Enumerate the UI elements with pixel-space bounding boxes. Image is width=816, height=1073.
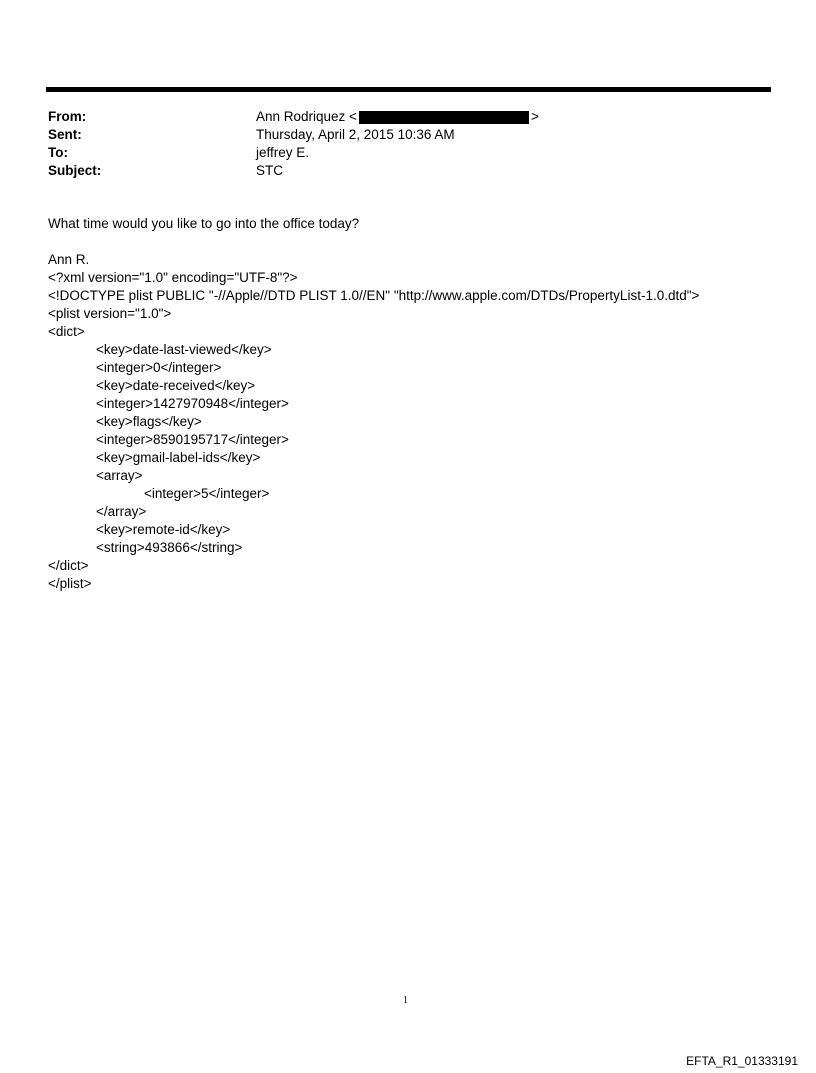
xml-line: <array> bbox=[96, 468, 143, 483]
xml-line: <key>remote-id</key> bbox=[96, 522, 231, 537]
xml-line: <integer>5</integer> bbox=[144, 486, 270, 501]
sent-value: Thursday, April 2, 2015 10:36 AM bbox=[256, 127, 455, 142]
xml-line: <key>flags</key> bbox=[96, 414, 202, 429]
spacer bbox=[48, 233, 699, 251]
xml-line: <!DOCTYPE plist PUBLIC "-//Apple//DTD PLIST 1.0//EN" "http://www.apple.com/DTDs/PropertyList-1.0.dtd"> bbox=[48, 288, 700, 303]
email-header bbox=[48, 108, 539, 180]
page-number: 1 bbox=[403, 995, 408, 1006]
email-body bbox=[48, 215, 699, 593]
bates-number: EFTA_R1_01333191 bbox=[686, 1054, 798, 1068]
to-row bbox=[48, 144, 539, 162]
from-name: Ann Rodriquez < bbox=[256, 109, 357, 124]
xml-line: <string>493866</string> bbox=[96, 540, 243, 555]
from-label: From: bbox=[48, 109, 87, 124]
signature: Ann R. bbox=[48, 252, 90, 267]
xml-line: </dict> bbox=[48, 558, 89, 573]
redaction-box bbox=[359, 111, 529, 124]
to-value: jeffrey E. bbox=[256, 145, 310, 160]
xml-line: <dict> bbox=[48, 324, 85, 339]
from-row bbox=[48, 108, 539, 126]
sent-label: Sent: bbox=[48, 127, 82, 142]
header-rule bbox=[46, 87, 771, 92]
xml-line: <integer>1427970948</integer> bbox=[96, 396, 289, 411]
to-label: To: bbox=[48, 145, 68, 160]
subject-value: STC bbox=[256, 163, 283, 178]
xml-line: <key>date-last-viewed</key> bbox=[96, 342, 272, 357]
xml-line: <plist version="1.0"> bbox=[48, 306, 172, 321]
from-value bbox=[256, 108, 539, 126]
from-close: > bbox=[530, 109, 539, 124]
xml-line: <integer>8590195717</integer> bbox=[96, 432, 289, 447]
xml-line: <key>date-received</key> bbox=[96, 378, 256, 393]
sent-row bbox=[48, 126, 539, 144]
subject-row bbox=[48, 162, 539, 180]
subject-label: Subject: bbox=[48, 163, 102, 178]
xml-line: <key>gmail-label-ids</key> bbox=[96, 450, 261, 465]
xml-line: <?xml version="1.0" encoding="UTF-8"?> bbox=[48, 270, 298, 285]
xml-line: </array> bbox=[96, 504, 147, 519]
message-text: What time would you like to go into the office today? bbox=[48, 216, 360, 231]
xml-line: <integer>0</integer> bbox=[96, 360, 222, 375]
xml-line: </plist> bbox=[48, 576, 92, 591]
